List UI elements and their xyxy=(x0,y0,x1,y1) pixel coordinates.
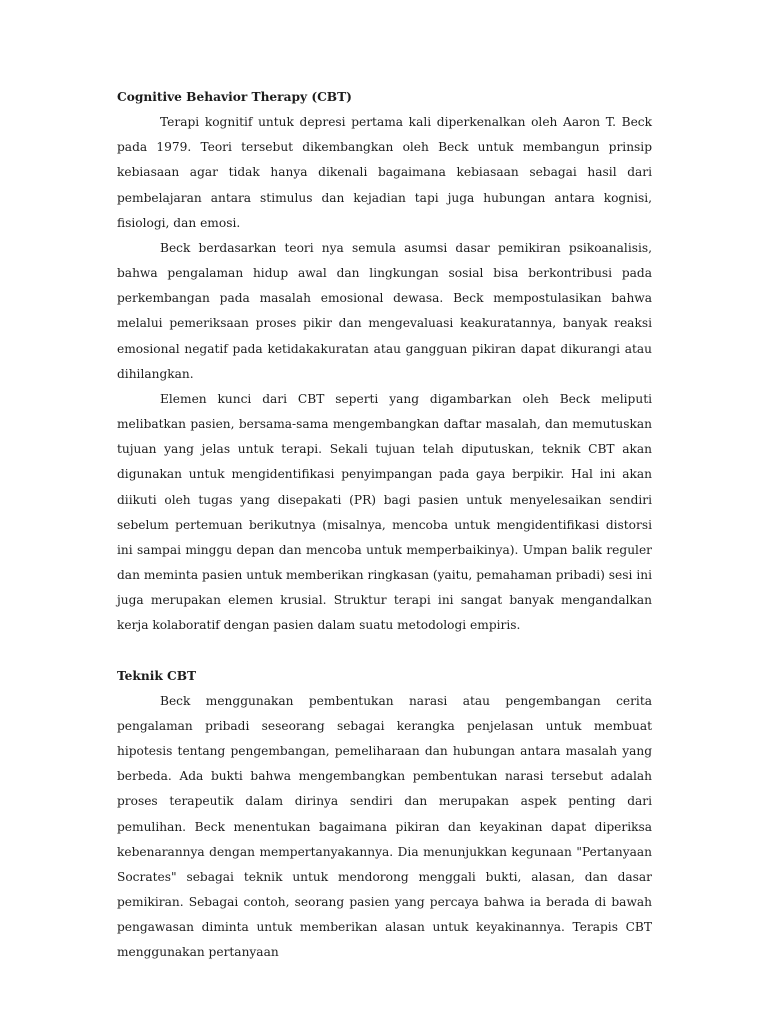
paragraph: Beck berdasarkan teori nya semula asumsi dasar pemikiran psikoanalisis, bahwa pengalaman hidup awal dan lingkungan sosial bisa berkontribusi pada perkembangan pada masalah emosional dewasa. Beck mempostulasikan bahwa melalui pemeriksaan proses pikir dan mengevaluasi keakuratannya, banyak reaksi emosional negatif pada ketidakakuratan atau gangguan pikiran dapat dikurangi atau dihilangkan. xyxy=(117,240,652,381)
document-body xyxy=(117,85,652,965)
section-heading-cbt: Cognitive Behavior Therapy (CBT) xyxy=(117,90,352,104)
paragraph: Elemen kunci dari CBT seperti yang digambarkan oleh Beck meliputi melibatkan pasien, bersama-sama mengembangkan daftar masalah, dan memutuskan tujuan yang jelas untuk terapi. Sekali tujuan telah diputuskan, teknik CBT akan digunakan untuk mengidentifikasi penyimpangan pada gaya berpikir. Hal ini akan diikuti oleh tugas yang disepakati (PR) bagi pasien untuk menyelesaikan sendiri sebelum pertemuan berikutnya (misalnya, mencoba untuk mengidentifikasi distorsi ini sampai minggu depan dan mencoba untuk memperbaikinya). Umpan balik reguler dan meminta pasien untuk memberikan ringkasan (yaitu, pemahaman pribadi) sesi ini juga merupakan elemen krusial. Struktur terapi ini sangat banyak mengandalkan kerja kolaboratif dengan pasien dalam suatu metodologi empiris. xyxy=(117,391,652,633)
paragraph: Beck menggunakan pembentukan narasi atau pengembangan cerita pengalaman pribadi seseorang sebagai kerangka penjelasan untuk membuat hipotesis tentang pengembangan, pemeliharaan dan hubungan antara masalah yang berbeda. Ada bukti bahwa mengembangkan pembentukan narasi tersebut adalah proses terapeutik dalam dirinya sendiri dan merupakan aspek penting dari pemulihan. Beck menentukan bagaimana pikiran dan keyakinan dapat diperiksa kebenarannya dengan mempertanyakannya. Dia menunjukkan kegunaan "Pertanyaan Socrates" sebagai teknik untuk mendorong menggali bukti, alasan, dan dasar pemikiran. Sebagai contoh, seorang pasien yang percaya bahwa ia berada di bawah pengawasan diminta untuk memberikan alasan untuk keyakinannya. Terapis CBT menggunakan pertanyaan xyxy=(117,693,652,960)
section-heading-teknik-cbt: Teknik CBT xyxy=(117,668,197,683)
paragraph: Terapi kognitif untuk depresi pertama kali diperkenalkan oleh Aaron T. Beck pada 1979. Teori tersebut dikembangkan oleh Beck untuk membangun prinsip kebiasaan agar tidak hanya dikenali bagaimana kebiasaan sebagai hasil dari pembelajaran antara stimulus dan kejadian tapi juga hubungan antara kognisi, fisiologi, dan emosi. xyxy=(117,115,652,230)
